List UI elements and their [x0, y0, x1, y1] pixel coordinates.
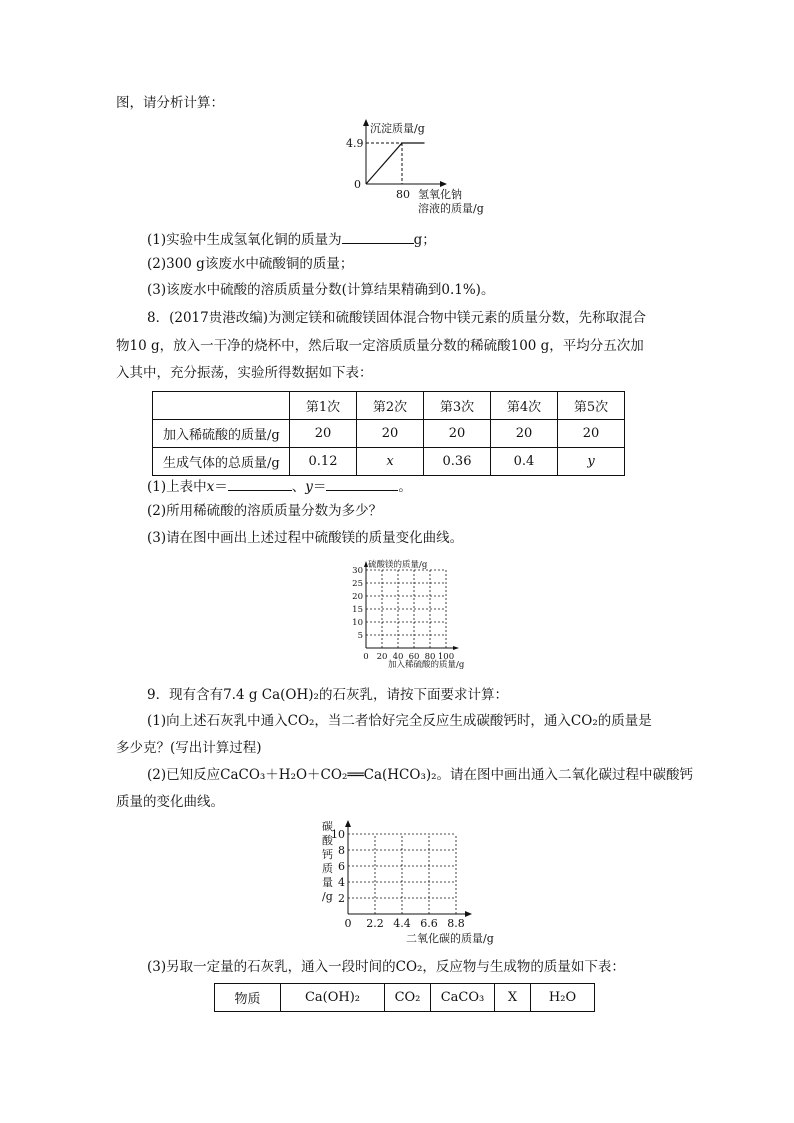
q8-eq-sign: ＝ — [312, 479, 327, 495]
table-cell: 20 — [491, 420, 558, 448]
x-tick-label: 20 — [376, 652, 388, 662]
chart2-ylabel: 硫酸镁的质量/g — [368, 560, 428, 570]
y-label-char: /g — [322, 890, 333, 903]
q7-part2: (2)300 g该废水中硫酸铜的质量； — [147, 256, 354, 272]
x-tick-label: 60 — [408, 652, 420, 662]
table-header-cell: 第4次 — [491, 392, 558, 420]
q7-part1 — [147, 229, 436, 249]
q7-answer-blank[interactable] — [342, 229, 414, 244]
x-tick-label: 80 — [424, 652, 436, 662]
y-tick-label: 25 — [352, 578, 363, 589]
table-cell: 0.4 — [491, 448, 558, 476]
q8-var-x: x — [206, 479, 215, 495]
table-row — [153, 448, 625, 476]
q8-part1-text: (1)上表中 — [147, 479, 207, 495]
q9-line1: 9．现有含有7.4 g Ca(OH)₂的石灰乳，请按下面要求计算： — [147, 687, 508, 703]
y-label-char: 量 — [322, 876, 333, 889]
caco3-chart — [318, 818, 503, 948]
chart1-xtick: 80 — [396, 188, 410, 201]
table-row — [153, 420, 625, 448]
chart1-xlabel-line1: 氢氧化钠 — [418, 188, 462, 201]
chart3-grid — [348, 834, 456, 914]
chart2-grid — [366, 570, 446, 648]
table-header-cell: 第2次 — [357, 392, 424, 420]
q9-part2-line2: 质量的变化曲线。 — [116, 794, 224, 810]
chart1-ytick: 4.9 — [346, 137, 364, 150]
chart3-x-arrow-icon — [465, 911, 472, 917]
table-cell: 20 — [424, 420, 491, 448]
x-tick-label: 2.2 — [366, 917, 384, 930]
y-tick-label: 6 — [338, 859, 345, 873]
table-row — [215, 984, 595, 1012]
q8-var-y: y — [305, 479, 313, 495]
q8-x-answer-blank[interactable] — [228, 476, 292, 491]
q8-eq-sign: ＝ — [214, 479, 228, 495]
chart2-x-arrow-icon — [453, 646, 459, 650]
chart1-x-arrow-icon — [440, 181, 447, 187]
q7-part3: (3)该废水中硫酸的溶质质量分数(计算结果精确到0.1%)。 — [147, 282, 495, 298]
x-tick-label: 4.4 — [393, 917, 411, 930]
q9-part2-line1: (2)已知反应CaCO₃＋H₂O＋CO₂══Ca(HCO₃)₂。请在图中画出通入二氧化碳过程中碳酸钙 — [147, 767, 694, 783]
chart3-y-arrow-icon — [345, 820, 351, 827]
table-header-cell: X — [495, 984, 531, 1012]
y-tick-label: 30 — [352, 565, 363, 576]
table-cell: 20 — [558, 420, 625, 448]
table-header-cell: 第1次 — [290, 392, 357, 420]
q8-line3: 入其中，充分振荡，实验所得数据如下表： — [116, 365, 373, 381]
x-tick-label: 8.8 — [447, 917, 465, 930]
y-label-char: 钙 — [322, 848, 333, 861]
chart3-xlabel: 二氧化碳的质量/g — [406, 932, 494, 945]
table-row-label: 生成气体的总质量/g — [153, 448, 290, 476]
table-row-label: 加入稀硫酸的质量/g — [153, 420, 290, 448]
q8-y-answer-blank[interactable] — [326, 476, 398, 491]
x-tick-label: 0 — [363, 652, 369, 662]
q8-period: 。 — [398, 479, 412, 495]
table-header-cell: 物质 — [215, 984, 281, 1012]
q7-part1-unit: g； — [413, 232, 436, 248]
q9-part3: (3)另取一定量的石灰乳，通入一段时间的CO₂，反应物与生成物的质量如下表： — [147, 959, 625, 975]
table-cell: 20 — [357, 420, 424, 448]
y-tick-label: 20 — [352, 591, 363, 602]
table-header-cell: 第3次 — [424, 392, 491, 420]
x-tick-label: 40 — [392, 652, 404, 662]
mgso4-chart — [330, 556, 480, 672]
q9-data-table — [214, 983, 595, 1012]
table-cell: x — [357, 448, 424, 476]
chart1-series-line — [366, 143, 425, 184]
intro-text: 图，请分析计算： — [116, 95, 224, 111]
q8-data-table — [152, 391, 625, 476]
x-tick-label: 100 — [437, 652, 455, 662]
q8-separator: 、 — [291, 479, 306, 495]
q7-part1-text: (1)实验中生成氢氧化铜的质量为 — [147, 232, 342, 248]
chart1-ylabel: 沉淀质量/g — [370, 122, 425, 135]
y-label-char: 碳 — [322, 820, 333, 833]
table-cell: 0.12 — [290, 448, 357, 476]
y-tick-label: 2 — [338, 891, 345, 905]
chart2-xlabel: 加入稀硫酸的质量/g — [388, 660, 465, 670]
y-tick-label: 4 — [338, 875, 345, 889]
table-header-cell: CaCO₃ — [431, 984, 495, 1012]
chart1-xlabel-line2: 溶液的质量/g — [418, 202, 484, 215]
y-label-char: 酸 — [322, 834, 333, 847]
table-row — [153, 392, 625, 420]
q9-part1-line2: 多少克？(写出计算过程) — [116, 740, 262, 756]
q8-part2: (2)所用稀硫酸的溶质质量分数为多少？ — [147, 503, 383, 519]
table-cell: 20 — [290, 420, 357, 448]
chart1-origin: 0 — [354, 178, 361, 191]
chart3-ticks — [331, 828, 465, 930]
table-header-cell: Ca(OH)₂ — [281, 984, 385, 1012]
y-label-char: 质 — [322, 862, 333, 875]
q8-part1 — [147, 476, 412, 496]
q8-line1: 8．(2017贵港改编)为测定镁和硫酸镁固体混合物中镁元素的质量分数，先称取混合 — [147, 310, 646, 326]
q9-part1-line1: (1)向上述石灰乳中通入CO₂，当二者恰好完全反应生成碳酸钙时，通入CO₂的质量是 — [147, 713, 652, 729]
precipitate-chart — [330, 118, 500, 218]
y-tick-label: 10 — [352, 617, 363, 628]
y-tick-label: 10 — [331, 827, 345, 841]
q8-part3: (3)请在图中画出上述过程中硫酸镁的质量变化曲线。 — [147, 530, 464, 546]
x-tick-label: 6.6 — [420, 917, 438, 930]
y-tick-label: 15 — [352, 604, 363, 615]
y-tick-label: 5 — [357, 630, 363, 641]
table-cell: y — [558, 448, 625, 476]
y-tick-label: 8 — [338, 843, 345, 857]
chart1-y-arrow-icon — [363, 119, 369, 126]
table-cell: 0.36 — [424, 448, 491, 476]
table-header-cell: 第5次 — [558, 392, 625, 420]
table-cell — [153, 392, 290, 420]
x-tick-label: 0 — [344, 917, 352, 930]
table-header-cell: H₂O — [531, 984, 595, 1012]
q8-line2: 物10 g，放入一干净的烧杯中，然后取一定溶质质量分数的稀硫酸100 g，平均分五次加 — [116, 338, 644, 354]
table-header-cell: CO₂ — [385, 984, 431, 1012]
